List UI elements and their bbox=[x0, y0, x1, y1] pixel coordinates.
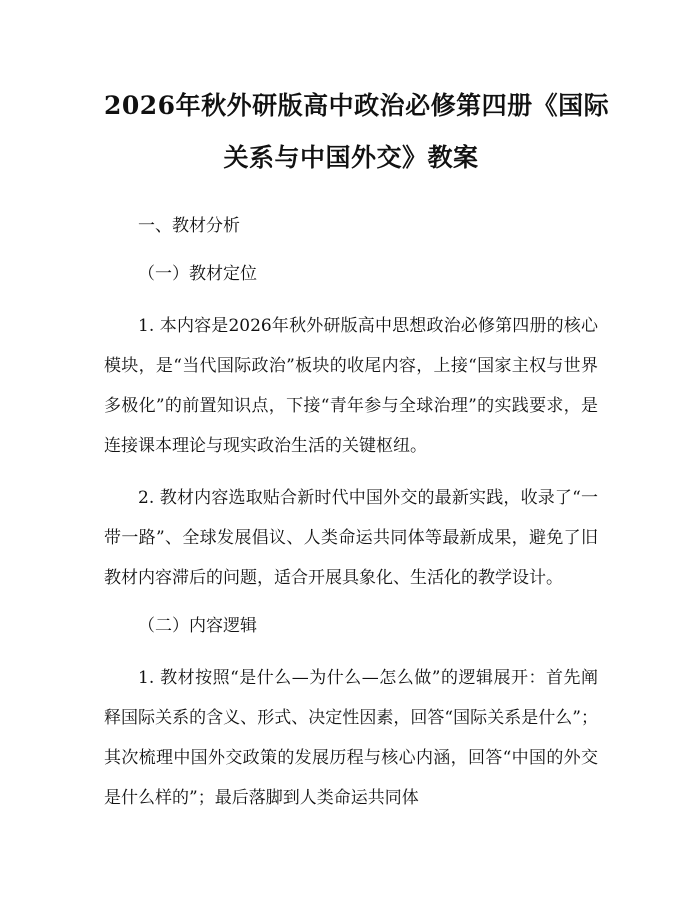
paragraph-positioning-2: 2. 教材内容选取贴合新时代中国外交的最新实践，收录了“一带一路”、全球发展倡议、人类命运共同体等最新成果，避免了旧教材内容滞后的问题，适合开展具象化、生活化的教学设计。 bbox=[104, 488, 598, 588]
document-title bbox=[104, 80, 610, 184]
document-title-line-2: 关系与中国外交》教案 bbox=[223, 143, 479, 172]
subsection-heading-textbook-positioning: （一）教材定位 bbox=[138, 264, 257, 284]
subsection-heading-content-logic: （二）内容逻辑 bbox=[138, 616, 257, 636]
document-title-line-1: 2026年秋外研版高中政治必修第四册《国际 bbox=[104, 91, 610, 120]
paragraph-logic-1: 1. 教材按照“是什么—为什么—怎么做”的逻辑展开：首先阐释国际关系的含义、形式、决定性因素，回答“国际关系是什么”；其次梳理中国外交政策的发展历程与核心内涵，回答“中国的外交是什么样的”；最后落脚到人类命运共同体 bbox=[104, 668, 598, 808]
paragraph-positioning-1: 1. 本内容是2026年秋外研版高中思想政治必修第四册的核心模块，是“当代国际政治”板块的收尾内容，上接“国家主权与世界多极化”的前置知识点，下接“青年参与全球治理”的实践要求，是连接课本理论与现实政治生活的关键枢纽。 bbox=[104, 316, 598, 456]
section-heading-textbook-analysis: 一、教材分析 bbox=[138, 216, 240, 236]
